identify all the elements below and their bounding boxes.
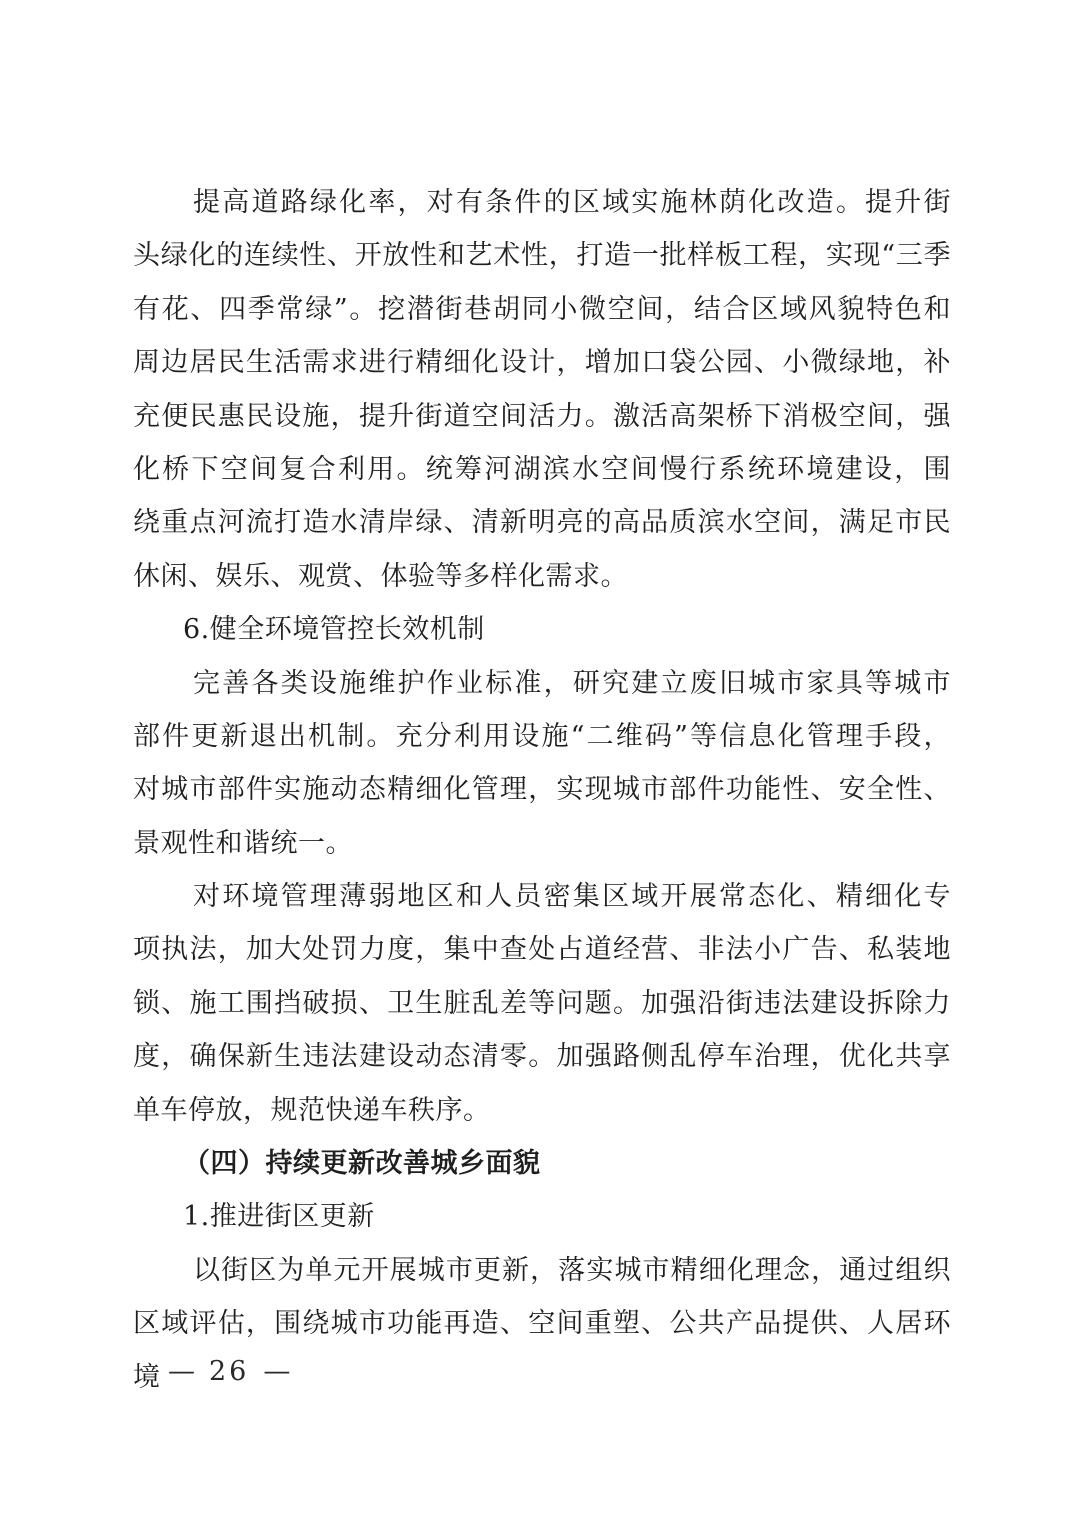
- text-line: 以街区为单元开展城市更新，落实城市精细化理念，通过组织: [193, 1254, 951, 1286]
- text-line: 有花、四季常绿”。挖潜街巷胡同小微空间，结合区域风貌特色和: [133, 293, 951, 325]
- page-footer: [168, 1351, 290, 1393]
- page-number: 26: [209, 1356, 250, 1387]
- numbered-heading-6: 6.健全环境管控长效机制: [183, 614, 485, 646]
- text-line: 部件更新退出机制。充分利用设施“二维码”等信息化管理手段，: [133, 720, 951, 752]
- text-line: 项执法，加大处罚力度，集中查处占道经营、非法小广告、私装地: [133, 934, 951, 966]
- text-line: 化桥下空间复合利用。统筹河湖滨水空间慢行系统环境建设，围: [133, 453, 951, 485]
- numbered-heading-1: 1.推进街区更新: [183, 1201, 375, 1233]
- text-line: 提高道路绿化率，对有条件的区域实施林荫化改造。提升街: [193, 187, 951, 218]
- text-line: 单车停放，规范快递车秩序。: [133, 1094, 491, 1126]
- text-line: 头绿化的连续性、开放性和艺术性，打造一批样板工程，实现“三季: [133, 240, 951, 272]
- text-line: 度，确保新生违法建设动态清零。加强路侧乱停车治理，优化共享: [133, 1041, 951, 1073]
- section-heading-4: （四）持续更新改善城乡面貌: [183, 1148, 541, 1180]
- text-line: 充便民惠民设施，提升街道空间活力。激活高架桥下消极空间，强: [133, 400, 951, 432]
- text-line: 景观性和谐统一。: [133, 827, 353, 859]
- text-line: 完善各类设施维护作业标准，研究建立废旧城市家具等城市: [193, 667, 951, 699]
- text-line: 锁、施工围挡破损、卫生脏乱差等问题。加强沿街违法建设拆除力: [133, 987, 951, 1019]
- text-line: 周边居民生活需求进行精细化设计，增加口袋公园、小微绿地，补: [133, 347, 951, 379]
- text-line: 对城市部件实施动态精细化管理，实现城市部件功能性、安全性、: [133, 774, 951, 806]
- text-line: 区域评估，围绕城市功能再造、空间重塑、公共产品提供、人居环境: [133, 1308, 951, 1393]
- footer-dash-right: —: [263, 1356, 291, 1387]
- text-line: 对环境管理薄弱地区和人员密集区域开展常态化、精细化专: [193, 881, 951, 913]
- footer-dash-left: —: [168, 1356, 195, 1387]
- text-line: 绕重点河流打造水清岸绿、清新明亮的高品质滨水空间，满足市民: [133, 507, 951, 539]
- text-line: 休闲、娱乐、观赏、体验等多样化需求。: [133, 560, 628, 592]
